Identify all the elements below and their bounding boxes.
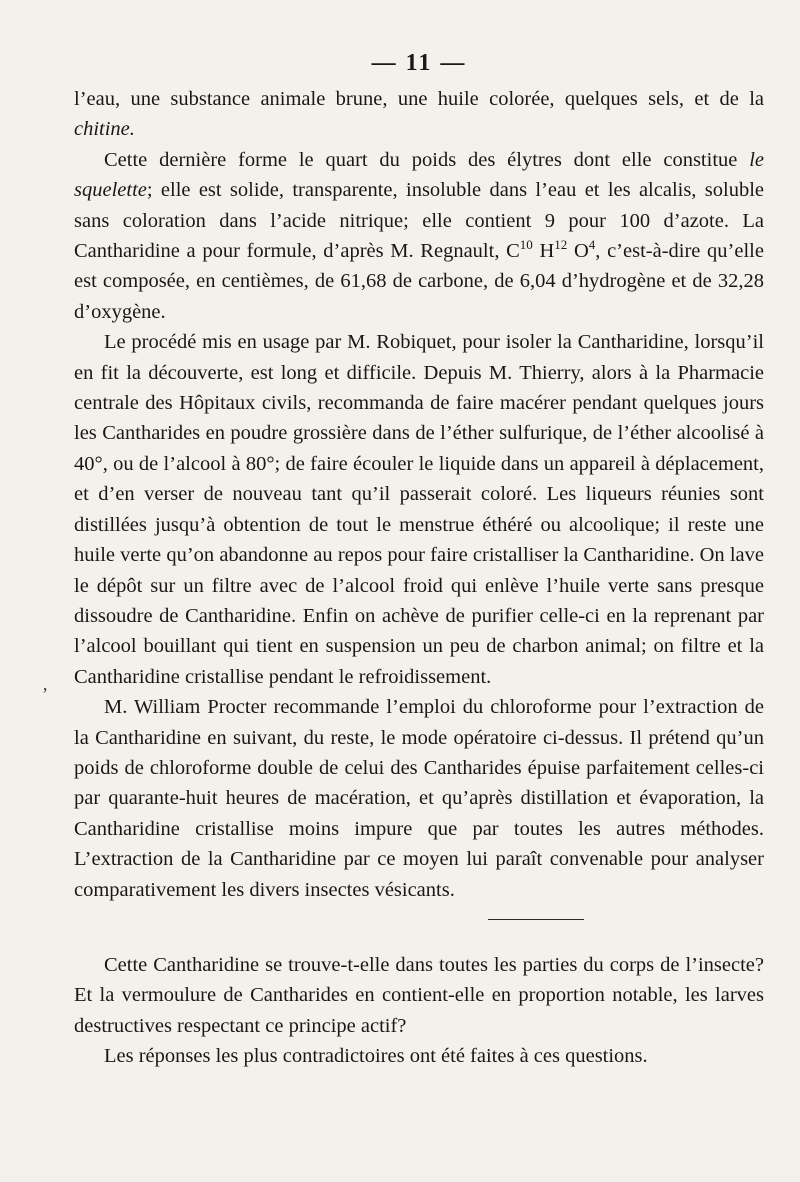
- text-run: chitine.: [74, 118, 135, 141]
- text-run: 10: [519, 237, 533, 253]
- paragraph: [74, 692, 764, 905]
- text-run: , c’est-à-dire qu’elle est composée, en centièmes, de 61,68 de carbone, de 6,04 d’hydrogène et de 32,28 d’oxygène.: [74, 240, 764, 323]
- paragraph: [74, 327, 764, 692]
- margin-mark: ʼ: [42, 684, 48, 704]
- text-run: l’eau, une substance animale brune, une huile colorée, quelques sels, et de la: [74, 88, 764, 110]
- text-run: Les réponses les plus contradictoires ont été faites à ces questions.: [104, 1045, 648, 1068]
- paragraph: [74, 950, 764, 1041]
- paragraph: [74, 1041, 764, 1071]
- text-run: 4: [588, 237, 596, 253]
- text-run: M. William Procter recommande l’emploi du chloroforme pour l’extraction de la Cantharidine en suivant, du reste, le mode opératoire ci-dessus. Il prétend qu’un poids de chloroforme double de celui des Cantharides épuise parfaitement celles-ci par quarante-huit heures de macération, et qu’après distillation et évaporation, la Cantharidine cristallise moins impure que par toutes les autres méthodes. L’extraction de la Cantharidine par ce moyen lui paraît convenable pour analyser comparativement les divers insectes vésicants.: [74, 696, 764, 901]
- text-run: ; elle est solide, transparente, insoluble dans l’eau et les alcalis, soluble sans coloration dans l’acide nitrique; elle contient 9 pour 100 d’azote. La Cantharidine a pour formule, d’après M. Regnault, C: [74, 179, 764, 263]
- paragraph: [74, 84, 764, 145]
- text-run: H: [532, 240, 555, 263]
- text-run: 12: [554, 237, 568, 253]
- text-run: O: [567, 240, 589, 263]
- text-run: Cette Cantharidine se trouve-t-elle dans toutes les parties du corps de l’insecte? Et la vermoulure de Cantharides en contient-elle en proportion notable, les larves destructives respectant ce principe actif?: [74, 953, 764, 1037]
- page-number: — 11 —: [371, 50, 467, 76]
- text-run: le squelette: [74, 148, 764, 202]
- text-block-lower: [74, 950, 764, 1072]
- section-rule: [488, 919, 584, 920]
- text-run: Le procédé mis en usage par M. Robiquet, pour isoler la Cantharidine, lorsqu’il en fit la découverte, est long et difficile. Depuis M. Thierry, alors à la Pharmacie centrale des Hôpitaux civils, recommanda de faire macérer pendant quelques jours les Cantharides en poudre grossière dans de l’éther sulfurique, de l’éther alcoolisé à 40°, ou de l’alcool à 80°; de faire écouler le liquide dans un appareil à déplacement, et d’en verser de nouveau tant qu’il passerait coloré. Les liqueurs réunies sont distillées jusqu’à obtention de tout le menstrue éthéré ou alcoolique; il reste une huile verte qu’on abandonne au repos pour faire cristalliser la Cantharidine. On lave le dépôt sur un filtre avec de l’alcool froid qui enlève l’huile verte sans presque dissoudre de Cantharidine. Enfin on achève de purifier celle-ci en la reprenant par l’alcool bouillant qui tient en suspension un peu de charbon animal; on filtre et la Cantharidine cristallise pendant le refroidissement.: [74, 331, 764, 688]
- text-run: Cette dernière forme le quart du poids des élytres dont elle constitue: [104, 148, 750, 171]
- text-block-upper: [74, 84, 764, 905]
- paragraph: [74, 145, 764, 327]
